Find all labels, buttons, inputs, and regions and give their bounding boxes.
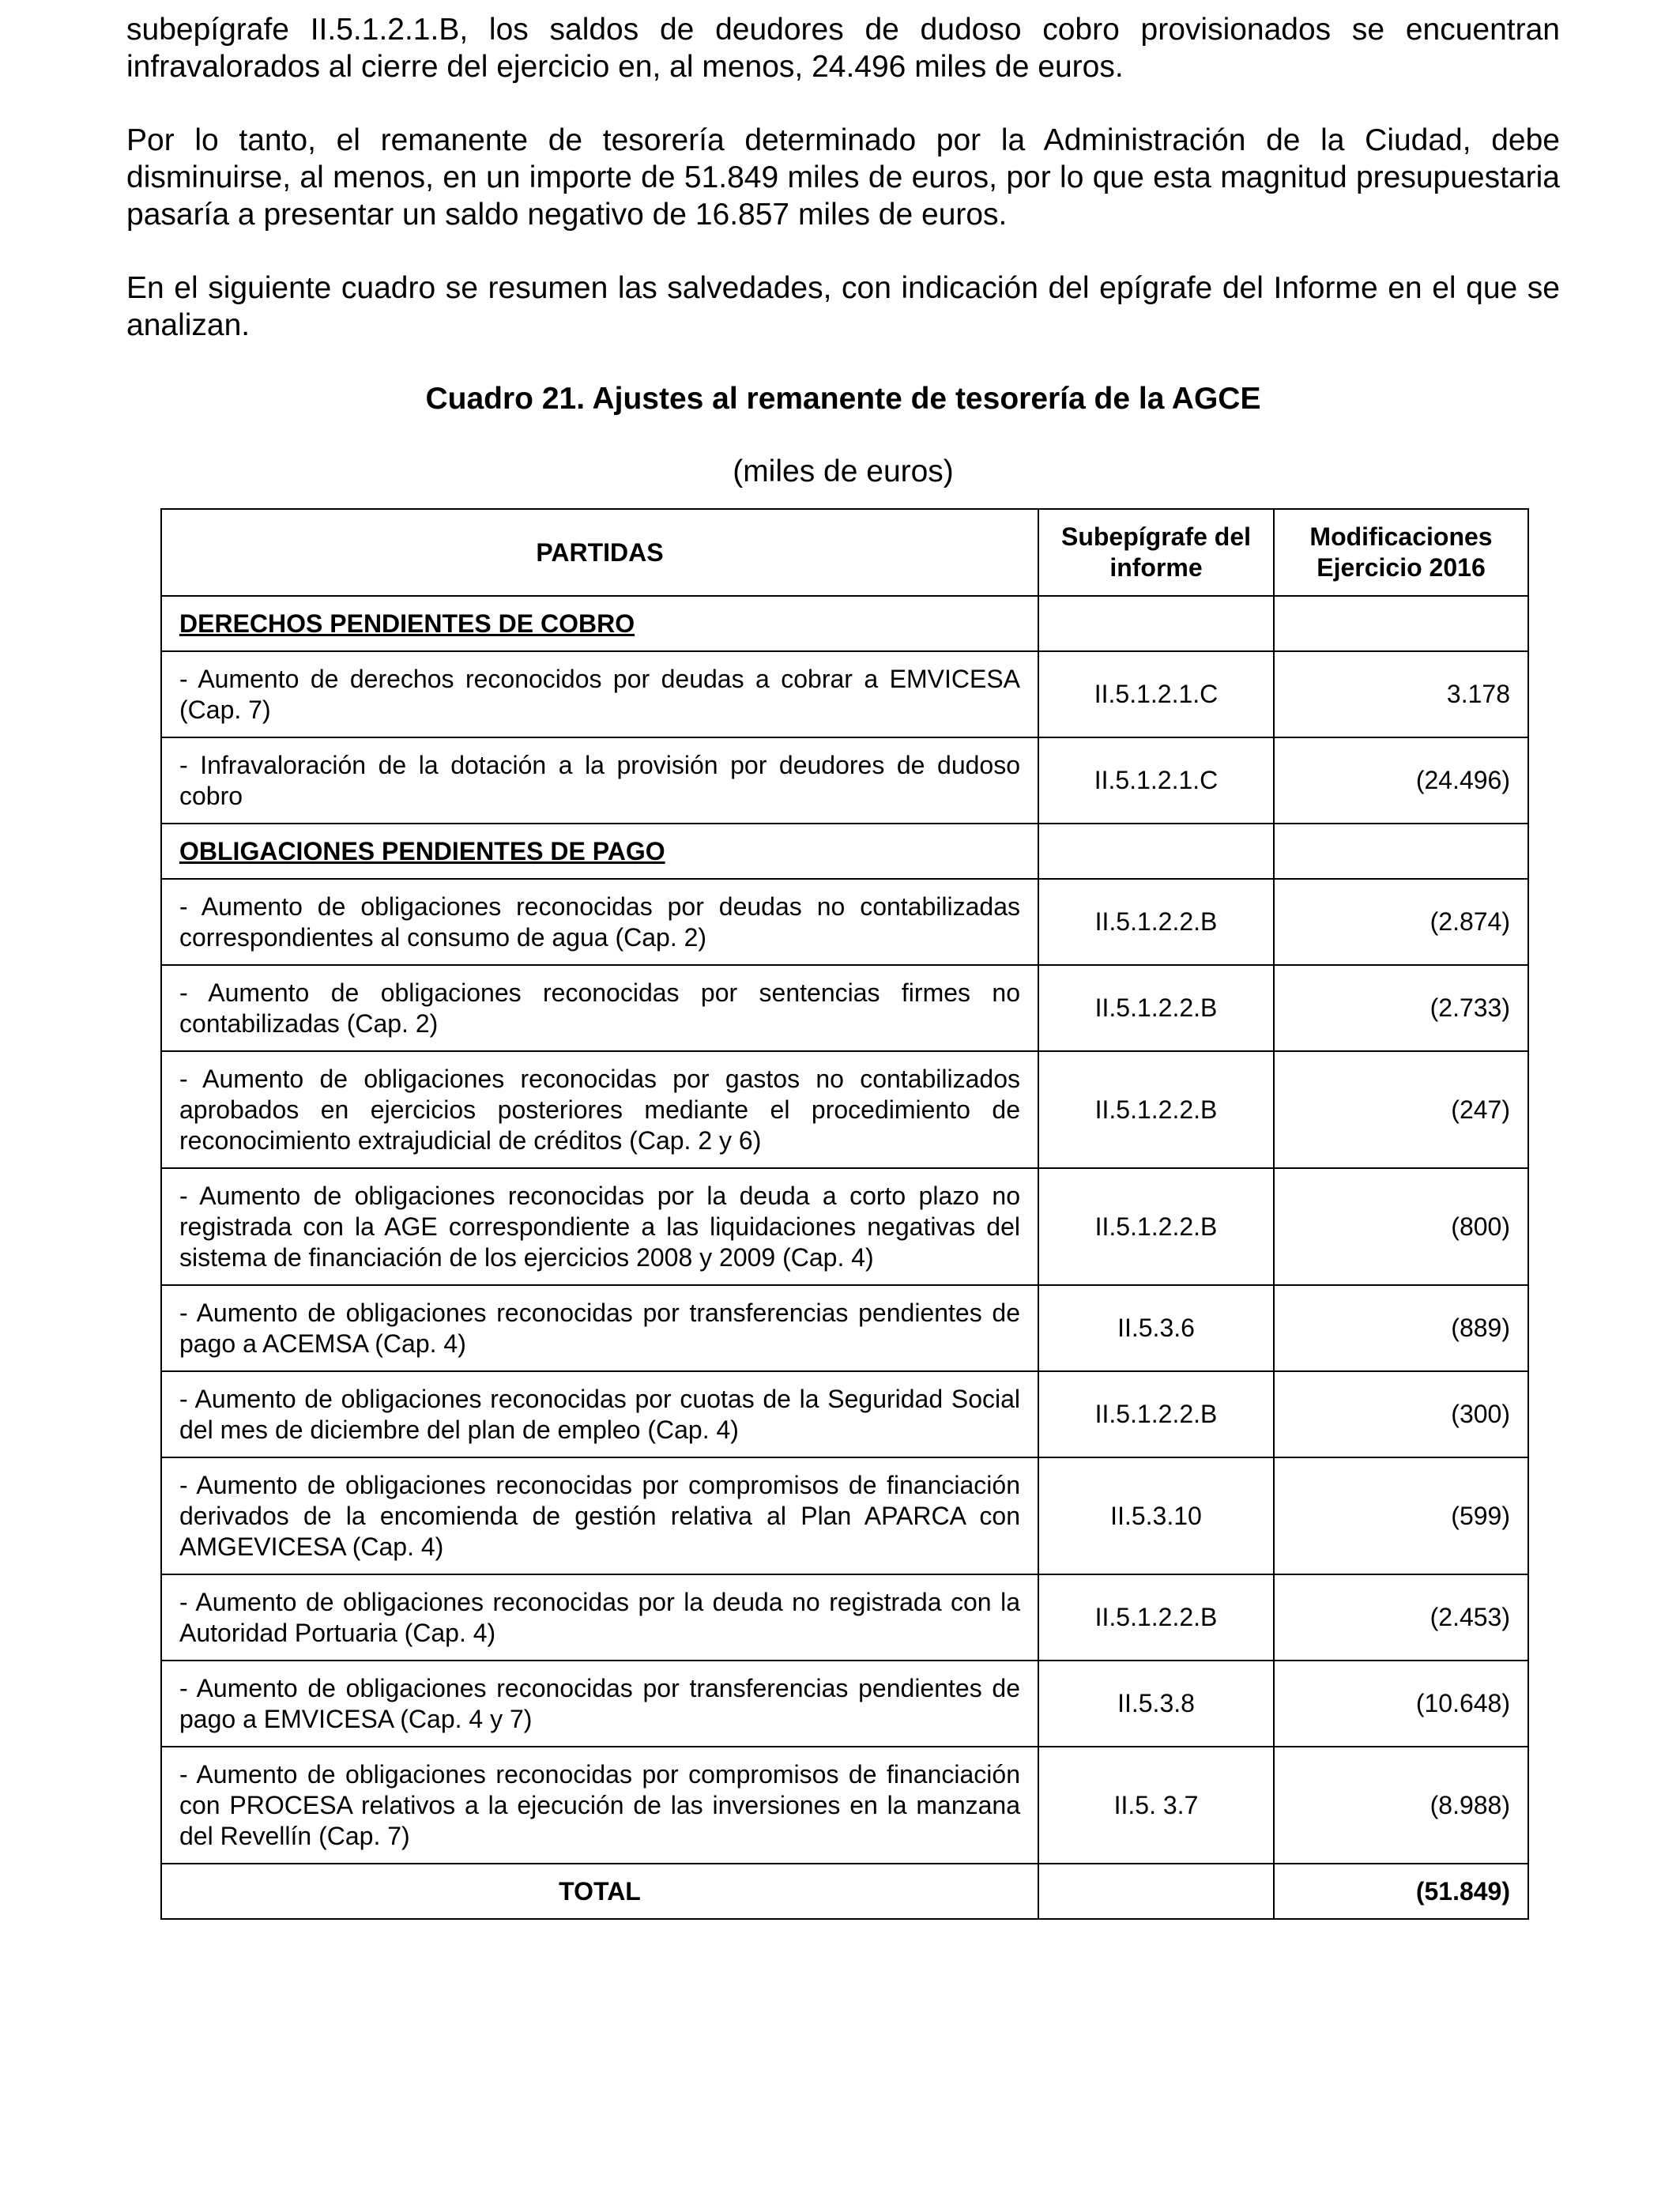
section-row	[161, 596, 1528, 651]
row-subepigrafe: II.5.1.2.2.B	[1038, 1371, 1274, 1457]
row-description: - Aumento de obligaciones reconocidas por transferencias pendientes de pago a ACEMSA (Cap. 4)	[161, 1285, 1038, 1371]
row-subepigrafe: II.5.1.2.1.C	[1038, 737, 1274, 824]
row-description: - Aumento de obligaciones reconocidas por cuotas de la Seguridad Social del mes de diciembre del plan de empleo (Cap. 4)	[161, 1371, 1038, 1457]
table-row	[161, 1285, 1528, 1371]
total-subepigrafe	[1038, 1864, 1274, 1919]
row-description: - Aumento de obligaciones reconocidas por la deuda no registrada con la Autoridad Portuaria (Cap. 4)	[161, 1574, 1038, 1661]
row-amount: (8.988)	[1274, 1747, 1528, 1864]
row-amount: 3.178	[1274, 651, 1528, 737]
row-description: - Aumento de obligaciones reconocidas por gastos no contabilizados aprobados en ejercicios posteriores mediante el procedimiento de reconocimiento extrajudicial de créditos (Cap. 2 y 6)	[161, 1051, 1038, 1168]
table-units: (miles de euros)	[733, 454, 954, 488]
row-amount: (24.496)	[1274, 737, 1528, 824]
paragraph-table-intro: En el siguiente cuadro se resumen las salvedades, con indicación del epígrafe del Informe en el que se analizan.	[126, 271, 1560, 342]
table-row	[161, 1661, 1528, 1747]
table-row	[161, 1457, 1528, 1574]
row-description: - Aumento de obligaciones reconocidas por compromisos de financiación derivados de la encomienda de gestión relativa al Plan APARCA con AMGEVICESA (Cap. 4)	[161, 1457, 1038, 1574]
adjustments-table	[160, 508, 1529, 1920]
section-label: OBLIGACIONES PENDIENTES DE PAGO	[161, 824, 1038, 879]
row-amount: (2.453)	[1274, 1574, 1528, 1661]
row-subepigrafe: II.5.3.6	[1038, 1285, 1274, 1371]
row-description: - Aumento de obligaciones reconocidas por compromisos de financiación con PROCESA relativos a la ejecución de las inversiones en la manzana del Revellín (Cap. 7)	[161, 1747, 1038, 1864]
section-label: DERECHOS PENDIENTES DE COBRO	[161, 596, 1038, 651]
row-subepigrafe: II.5.3.8	[1038, 1661, 1274, 1747]
row-description: - Aumento de obligaciones reconocidas por la deuda a corto plazo no registrada con la AGE correspondiente a las liquidaciones negativas del sistema de financiación de los ejercicios 2008 y 2009 (Cap. 4)	[161, 1168, 1038, 1285]
table-row	[161, 965, 1528, 1051]
row-amount: (247)	[1274, 1051, 1528, 1168]
table-row	[161, 1747, 1528, 1864]
row-amount: (889)	[1274, 1285, 1528, 1371]
row-subepigrafe: II.5.1.2.2.B	[1038, 965, 1274, 1051]
row-subepigrafe: II.5.1.2.2.B	[1038, 1168, 1274, 1285]
row-description: - Infravaloración de la dotación a la provisión por deudores de dudoso cobro	[161, 737, 1038, 824]
table-row	[161, 651, 1528, 737]
table-row	[161, 1574, 1528, 1661]
row-subepigrafe: II.5.1.2.2.B	[1038, 879, 1274, 965]
row-amount: (2.733)	[1274, 965, 1528, 1051]
section-row	[161, 824, 1528, 879]
row-subepigrafe: II.5.1.2.2.B	[1038, 1574, 1274, 1661]
table-row	[161, 879, 1528, 965]
total-label: TOTAL	[161, 1864, 1038, 1919]
total-row	[161, 1864, 1528, 1919]
row-subepigrafe: II.5.1.2.2.B	[1038, 1051, 1274, 1168]
row-subepigrafe: II.5.1.2.1.C	[1038, 651, 1274, 737]
row-amount: (300)	[1274, 1371, 1528, 1457]
table-title: Cuadro 21. Ajustes al remanente de tesorería de la AGCE	[425, 382, 1261, 416]
row-description: - Aumento de derechos reconocidos por deudas a cobrar a EMVICESA (Cap. 7)	[161, 651, 1038, 737]
row-amount: (2.874)	[1274, 879, 1528, 965]
row-amount: (10.648)	[1274, 1661, 1528, 1747]
header-partidas: PARTIDAS	[161, 509, 1038, 596]
total-amount: (51.849)	[1274, 1864, 1528, 1919]
row-amount: (599)	[1274, 1457, 1528, 1574]
row-amount: (800)	[1274, 1168, 1528, 1285]
table-header-row	[161, 509, 1528, 596]
row-description: - Aumento de obligaciones reconocidas por deudas no contabilizadas correspondientes al consumo de agua (Cap. 2)	[161, 879, 1038, 965]
table-row	[161, 737, 1528, 824]
paragraph-remainder: subepígrafe II.5.1.2.1.B, los saldos de deudores de dudoso cobro provisionados se encuentran infravalorados al cierre del ejercicio en, al menos, 24.496 miles de euros.	[126, 13, 1560, 84]
table-row	[161, 1051, 1528, 1168]
header-modificaciones: Modificaciones Ejercicio 2016	[1274, 509, 1528, 596]
header-subepigrafe: Subepígrafe del informe	[1038, 509, 1274, 596]
table-row	[161, 1168, 1528, 1285]
row-subepigrafe: II.5.3.10	[1038, 1457, 1274, 1574]
paragraph-conclusion: Por lo tanto, el remanente de tesorería determinado por la Administración de la Ciudad, debe disminuirse, al menos, en un importe de 51.849 miles de euros, por lo que esta magnitud presupuestaria pasaría a presentar un saldo negativo de 16.857 miles de euros.	[126, 123, 1560, 232]
row-subepigrafe: II.5. 3.7	[1038, 1747, 1274, 1864]
row-description: - Aumento de obligaciones reconocidas por transferencias pendientes de pago a EMVICESA (Cap. 4 y 7)	[161, 1661, 1038, 1747]
row-description: - Aumento de obligaciones reconocidas por sentencias firmes no contabilizadas (Cap. 2)	[161, 965, 1038, 1051]
table-row	[161, 1371, 1528, 1457]
